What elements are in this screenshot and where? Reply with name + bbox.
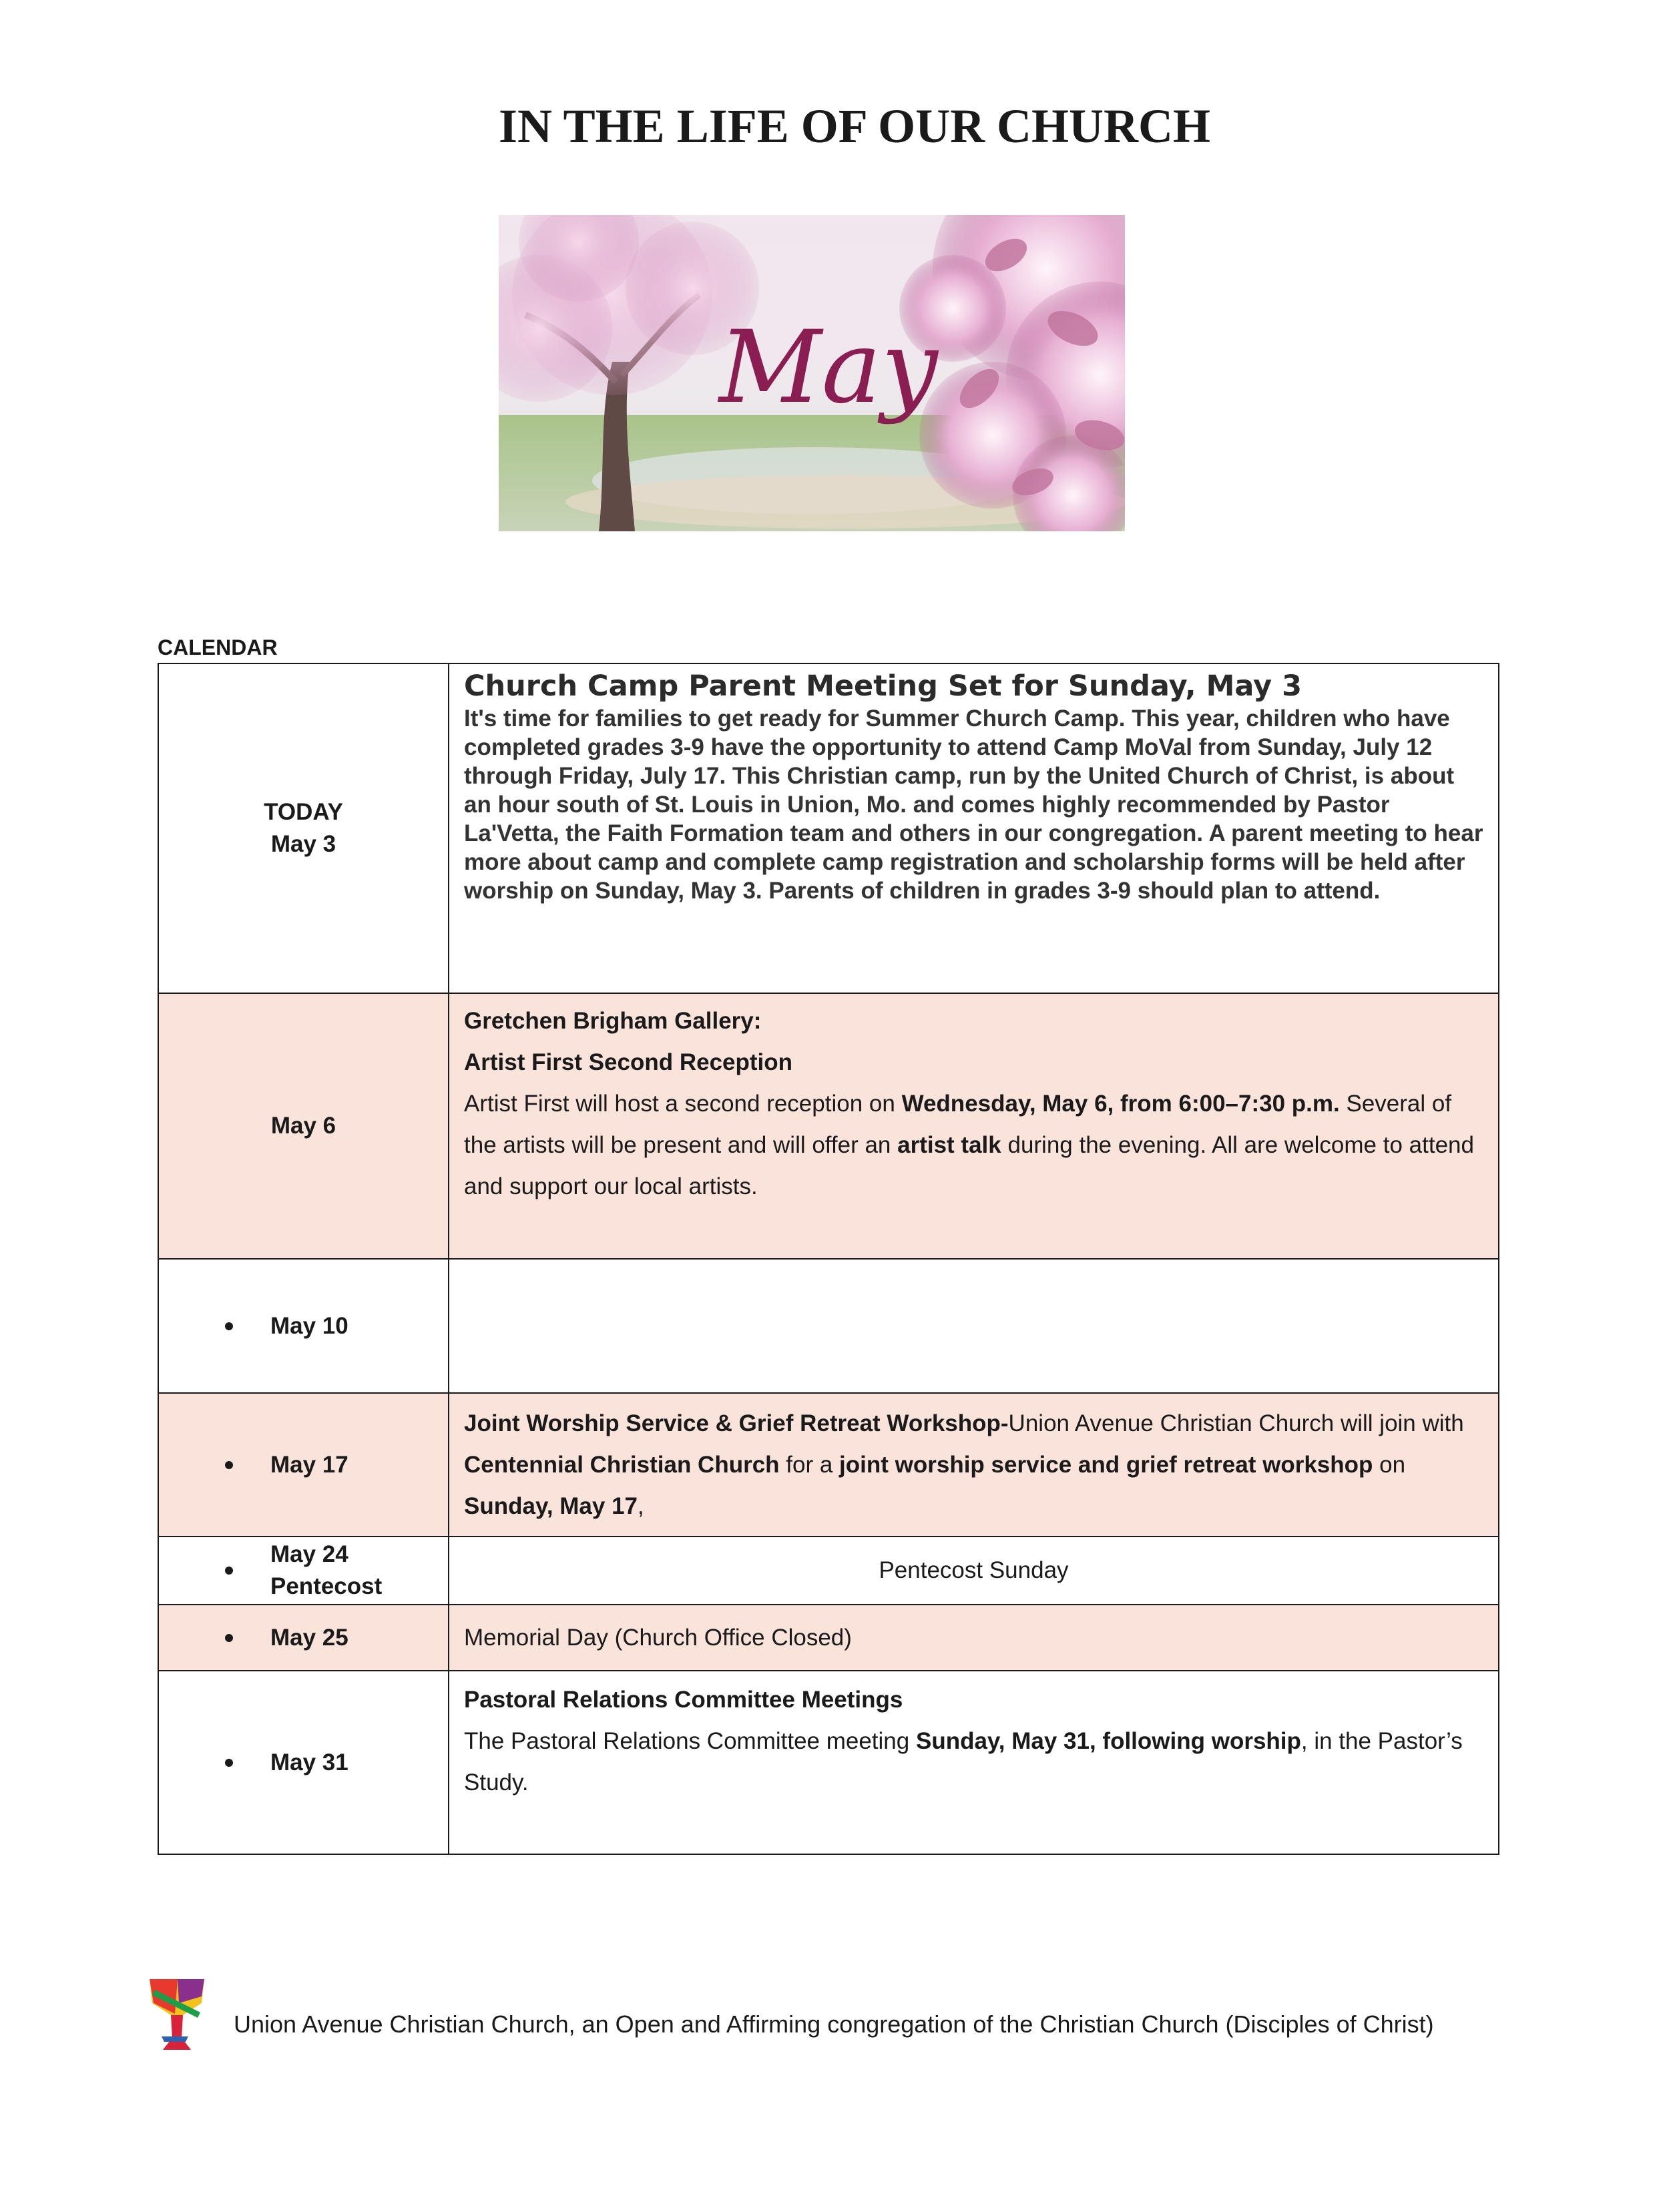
date-cell: May 10 [158, 1259, 449, 1393]
table-row [158, 1393, 1499, 1537]
table-row [158, 1537, 1499, 1605]
date-cell: May 25 [158, 1605, 449, 1671]
calendar-table [158, 663, 1499, 1855]
date-cell: May 31 [158, 1671, 449, 1854]
event-heading: Pastoral Relations Committee Meetings [464, 1687, 903, 1713]
calendar-label: CALENDAR [158, 635, 278, 659]
event-description: The Pastoral Relations Committee meeting Sunday, May 31, following worship, in the Pastor’s Study. [464, 1728, 1463, 1795]
date-cell [158, 663, 449, 993]
date-cell: May 6 [158, 993, 449, 1259]
blossom-illustration [499, 215, 1125, 531]
event-cell [449, 993, 1499, 1259]
date-line-today: TODAY [264, 799, 343, 825]
event-description: Joint Worship Service & Grief Retreat Workshop-Union Avenue Christian Church will join with Centennial Christian Church for a joint worship service and grief retreat workshop on Sunday, May 17, [464, 1410, 1464, 1519]
disciples-chalice-logo-icon [148, 1976, 206, 2054]
table-row [158, 1605, 1499, 1671]
footer-text: Union Avenue Christian Church, an Open and Affirming congregation of the Christian Church (Disciples of Christ) [234, 2010, 1434, 2038]
event-heading: Gretchen Brigham Gallery: [464, 1008, 762, 1034]
page-title: IN THE LIFE OF OUR CHURCH [498, 99, 1211, 153]
event-title: Church Camp Parent Meeting Set for Sunday, May 3 [464, 669, 1302, 703]
table-row [158, 1671, 1499, 1854]
date-cell: May 17 [158, 1393, 449, 1537]
event-description: Artist First will host a second reception on Wednesday, May 6, from 6:00–7:30 p.m. Several of the artists will be present and will offer an artist talk during the evening. All are welcome to attend and support our local artists. [464, 1091, 1474, 1199]
event-cell [449, 1671, 1499, 1854]
event-cell: Pentecost Sunday [449, 1537, 1499, 1605]
date-line-pentecost: Pentecost [270, 1573, 383, 1599]
table-row [158, 993, 1499, 1259]
date-cell [158, 1537, 449, 1605]
event-cell: Memorial Day (Church Office Closed) [449, 1605, 1499, 1671]
event-description: It's time for families to get ready for Summer Church Camp. This year, children who have completed grades 3-9 have the opportunity to attend Camp MoVal from Sunday, July 12 through Friday, July 17. This Christian camp, run by the United Church of Christ, is about an hour south of St. Louis in Union, Mo. and comes highly recommended by Pastor La'Vetta, the Faith Formation team and others in our congregation. A parent meeting to hear more about camp and complete camp registration and scholarship forms will be held after worship on Sunday, May 3. Parents of children in grades 3-9 should plan to attend. [464, 706, 1483, 904]
date-line-may-3: May 3 [270, 831, 336, 857]
event-cell [449, 1259, 1499, 1393]
table-row [158, 663, 1499, 993]
may-banner-image [499, 215, 1125, 531]
table-row [158, 1259, 1499, 1393]
date-line-may-24: May 24 [270, 1541, 348, 1567]
banner-may-text: May [719, 310, 938, 426]
event-cell [449, 663, 1499, 993]
event-subheading: Artist First Second Reception [464, 1049, 793, 1075]
event-cell [449, 1393, 1499, 1537]
